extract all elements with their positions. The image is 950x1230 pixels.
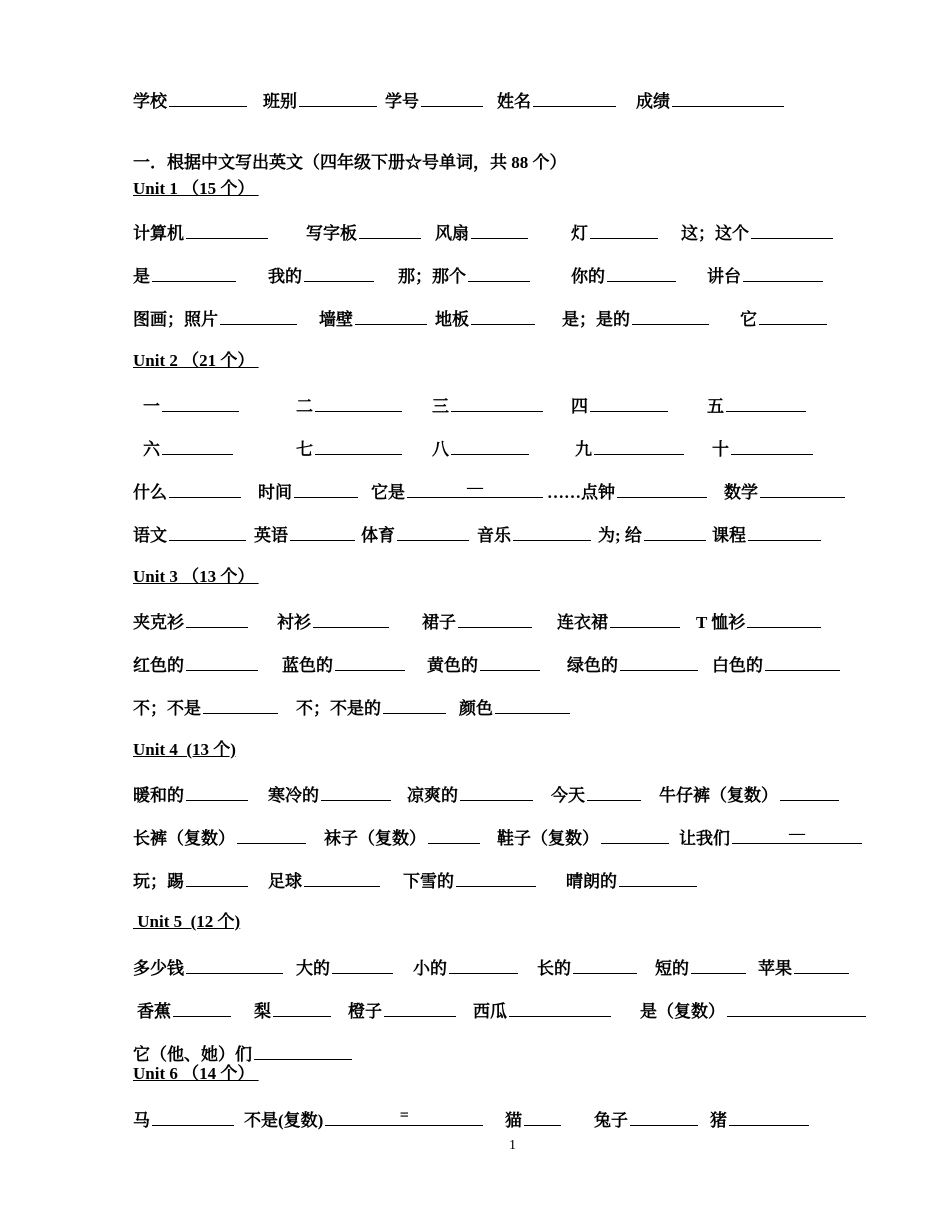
vocab-item bbox=[571, 263, 676, 290]
vocab-item bbox=[740, 306, 827, 333]
word-prompt: 红色的 bbox=[133, 656, 184, 675]
word-prompt: 猪 bbox=[710, 1111, 727, 1130]
vocab-item bbox=[296, 393, 402, 420]
answer-blank[interactable] bbox=[220, 306, 297, 325]
vocab-row bbox=[0, 306, 950, 332]
vocab-item bbox=[282, 652, 405, 679]
word-prompt: 学校 bbox=[133, 92, 167, 111]
answer-blank[interactable] bbox=[607, 263, 676, 282]
answer-blank[interactable] bbox=[186, 782, 248, 801]
word-prompt: 灯 bbox=[571, 224, 588, 243]
vocab-item bbox=[133, 522, 246, 549]
word-prompt: 不；不是 bbox=[133, 699, 201, 718]
vocab-item bbox=[268, 782, 391, 809]
word-prompt: 凉爽的 bbox=[407, 786, 458, 805]
answer-blank[interactable] bbox=[751, 220, 833, 239]
word-prompt: 八 bbox=[432, 440, 449, 459]
answer-blank[interactable] bbox=[573, 955, 637, 974]
vocab-item bbox=[547, 479, 707, 506]
answer-blank[interactable] bbox=[594, 436, 684, 455]
vocab-item bbox=[361, 522, 469, 549]
word-prompt: 牛仔裤（复数） bbox=[659, 786, 778, 805]
blank-separator-mark: = bbox=[399, 1107, 409, 1124]
page-number: 1 bbox=[509, 1138, 516, 1153]
vocab-item bbox=[133, 825, 306, 852]
word-prompt: 学号 bbox=[385, 92, 419, 111]
word-prompt: 为; 给 bbox=[598, 526, 642, 545]
vocab-item bbox=[244, 1107, 483, 1134]
vocab-row bbox=[0, 955, 950, 981]
vocab-item bbox=[659, 782, 839, 809]
answer-blank[interactable] bbox=[273, 998, 331, 1017]
answer-blank[interactable] bbox=[449, 955, 518, 974]
answer-blank[interactable] bbox=[313, 609, 389, 628]
answer-blank[interactable] bbox=[325, 1107, 483, 1126]
word-prompt: 风扇 bbox=[435, 224, 469, 243]
word-prompt: 玩；踢 bbox=[133, 872, 184, 891]
vocab-item bbox=[707, 263, 823, 290]
answer-blank[interactable] bbox=[748, 522, 821, 541]
answer-blank[interactable] bbox=[630, 1107, 698, 1126]
answer-blank[interactable] bbox=[620, 652, 698, 671]
word-prompt: 五 bbox=[707, 397, 724, 416]
vocab-item bbox=[348, 998, 456, 1025]
word-prompt: 长裤（复数） bbox=[133, 829, 235, 848]
header-field bbox=[263, 88, 377, 115]
vocab-item bbox=[571, 393, 668, 420]
word-prompt: 你的 bbox=[571, 267, 605, 286]
word-prompt: 不是(复数) bbox=[244, 1111, 324, 1130]
vocab-item bbox=[432, 393, 543, 420]
word-prompt: 西瓜 bbox=[473, 1002, 507, 1021]
vocab-row bbox=[0, 479, 950, 505]
answer-blank[interactable] bbox=[780, 782, 839, 801]
vocab-item bbox=[133, 220, 268, 247]
vocab-item bbox=[477, 522, 591, 549]
word-prompt: 不；不是的 bbox=[296, 699, 381, 718]
word-prompt: 夹克衫 bbox=[133, 613, 184, 632]
answer-blank[interactable] bbox=[765, 652, 840, 671]
word-prompt: 今天 bbox=[551, 786, 585, 805]
header-field bbox=[497, 88, 616, 115]
vocab-item bbox=[598, 522, 706, 549]
answer-blank[interactable] bbox=[524, 1107, 561, 1126]
word-prompt: 音乐 bbox=[477, 526, 511, 545]
answer-blank[interactable] bbox=[186, 220, 268, 239]
word-prompt: 什么 bbox=[133, 483, 167, 502]
vocab-row bbox=[0, 393, 950, 419]
vocab-item bbox=[571, 220, 658, 247]
word-prompt: 六 bbox=[143, 440, 160, 459]
vocab-item bbox=[403, 868, 536, 895]
vocab-item bbox=[562, 306, 709, 333]
word-prompt: 是（复数） bbox=[640, 1002, 725, 1021]
word-prompt: 它是 bbox=[371, 483, 405, 502]
vocab-item bbox=[133, 695, 278, 722]
word-prompt: 黄色的 bbox=[427, 656, 478, 675]
answer-blank[interactable] bbox=[237, 825, 306, 844]
word-prompt: 我的 bbox=[268, 267, 302, 286]
vocab-item bbox=[712, 652, 840, 679]
vocab-item bbox=[435, 306, 535, 333]
answer-blank[interactable] bbox=[290, 522, 355, 541]
answer-blank[interactable] bbox=[162, 436, 233, 455]
unit-4-heading: Unit 4 (13 个) bbox=[133, 740, 236, 759]
answer-blank[interactable] bbox=[152, 263, 236, 282]
word-prompt: 计算机 bbox=[133, 224, 184, 243]
word-prompt: 多少钱 bbox=[133, 959, 184, 978]
answer-blank[interactable] bbox=[152, 1107, 234, 1126]
vocab-item bbox=[537, 955, 637, 982]
word-prompt: 英语 bbox=[254, 526, 288, 545]
word-prompt: 让我们 bbox=[679, 829, 730, 848]
answer-blank[interactable] bbox=[533, 88, 616, 107]
answer-blank[interactable] bbox=[587, 782, 641, 801]
vocab-item bbox=[133, 955, 283, 982]
vocab-item bbox=[133, 652, 258, 679]
vocab-row bbox=[0, 782, 950, 808]
answer-blank[interactable] bbox=[359, 220, 421, 239]
word-prompt: 衬衫 bbox=[277, 613, 311, 632]
answer-blank[interactable] bbox=[451, 393, 543, 412]
answer-blank[interactable] bbox=[495, 695, 570, 714]
answer-blank[interactable] bbox=[590, 220, 658, 239]
word-prompt: 白色的 bbox=[712, 656, 763, 675]
vocab-item bbox=[505, 1107, 561, 1134]
answer-blank[interactable] bbox=[471, 220, 528, 239]
word-prompt: 墙壁 bbox=[319, 310, 353, 329]
answer-blank[interactable] bbox=[760, 479, 845, 498]
vocab-item bbox=[143, 393, 239, 420]
vocab-item bbox=[324, 825, 480, 852]
answer-blank[interactable] bbox=[332, 955, 393, 974]
vocab-row bbox=[0, 263, 950, 289]
word-prompt: 蓝色的 bbox=[282, 656, 333, 675]
word-prompt: 时间 bbox=[258, 483, 292, 502]
vocab-row bbox=[0, 609, 950, 635]
vocab-item bbox=[566, 868, 697, 895]
vocab-row bbox=[0, 998, 950, 1024]
word-prompt: 小的 bbox=[413, 959, 447, 978]
answer-blank[interactable] bbox=[468, 263, 530, 282]
vocab-item bbox=[407, 782, 533, 809]
vocab-item bbox=[296, 695, 446, 722]
answer-blank[interactable] bbox=[458, 609, 532, 628]
answer-blank[interactable] bbox=[617, 479, 707, 498]
vocab-item bbox=[296, 955, 393, 982]
vocab-item bbox=[133, 479, 241, 506]
word-prompt: 马 bbox=[133, 1111, 150, 1130]
answer-blank[interactable] bbox=[294, 479, 358, 498]
unit-2-heading: Unit 2 （21 个） bbox=[133, 351, 259, 370]
word-prompt: 连衣裙 bbox=[557, 613, 608, 632]
vocab-item bbox=[459, 695, 570, 722]
vocab-item bbox=[567, 652, 698, 679]
blank-separator-mark: — bbox=[789, 825, 805, 842]
answer-blank[interactable] bbox=[169, 522, 246, 541]
vocab-row bbox=[0, 868, 950, 894]
answer-blank[interactable] bbox=[672, 88, 784, 107]
answer-blank[interactable] bbox=[186, 652, 258, 671]
answer-blank[interactable] bbox=[509, 998, 611, 1017]
word-prompt: 暖和的 bbox=[133, 786, 184, 805]
vocab-item bbox=[594, 1107, 698, 1134]
answer-blank[interactable] bbox=[186, 609, 248, 628]
vocab-row bbox=[0, 695, 950, 721]
answer-blank[interactable] bbox=[203, 695, 278, 714]
vocab-item bbox=[254, 522, 355, 549]
header-field bbox=[133, 88, 247, 115]
answer-blank[interactable] bbox=[743, 263, 823, 282]
answer-blank[interactable] bbox=[729, 1107, 809, 1126]
blank-separator-mark: — bbox=[467, 479, 483, 496]
word-prompt: 课程 bbox=[712, 526, 746, 545]
vocab-item bbox=[398, 263, 530, 290]
answer-blank[interactable] bbox=[304, 868, 380, 887]
word-prompt: 九 bbox=[575, 440, 592, 459]
word-prompt: 香蕉 bbox=[137, 1002, 171, 1021]
word-prompt: 三 bbox=[432, 397, 449, 416]
vocab-item bbox=[497, 825, 669, 852]
answer-blank[interactable] bbox=[186, 955, 283, 974]
vocab-item bbox=[473, 998, 611, 1025]
vocab-item bbox=[427, 652, 540, 679]
vocab-item bbox=[435, 220, 528, 247]
vocab-item bbox=[655, 955, 746, 982]
vocab-row bbox=[0, 220, 950, 246]
header-field bbox=[636, 88, 784, 115]
answer-blank[interactable] bbox=[169, 479, 241, 498]
answer-blank[interactable] bbox=[254, 1041, 352, 1060]
word-prompt: 长的 bbox=[537, 959, 571, 978]
answer-blank[interactable] bbox=[383, 695, 446, 714]
vocab-item bbox=[296, 436, 402, 463]
answer-blank[interactable] bbox=[732, 825, 862, 844]
answer-blank[interactable] bbox=[794, 955, 849, 974]
vocab-item bbox=[712, 436, 813, 463]
vocab-item bbox=[432, 436, 529, 463]
word-prompt: 数学 bbox=[724, 483, 758, 502]
word-prompt: 那；那个 bbox=[398, 267, 466, 286]
vocab-item bbox=[137, 998, 231, 1025]
unit-1-heading: Unit 1 （15 个） bbox=[133, 179, 259, 198]
answer-blank[interactable] bbox=[513, 522, 591, 541]
unit-6-heading: Unit 6 （14 个） bbox=[133, 1064, 259, 1083]
unit-3-heading: Unit 3 （13 个） bbox=[133, 567, 259, 586]
word-prompt: 袜子（复数） bbox=[324, 829, 426, 848]
vocab-item bbox=[712, 522, 821, 549]
vocab-row bbox=[0, 436, 950, 462]
word-prompt: 图画；照片 bbox=[133, 310, 218, 329]
vocab-item bbox=[413, 955, 518, 982]
vocab-item bbox=[319, 306, 427, 333]
word-prompt: 猫 bbox=[505, 1111, 522, 1130]
answer-blank[interactable] bbox=[407, 479, 543, 498]
word-prompt: 语文 bbox=[133, 526, 167, 545]
word-prompt: 绿色的 bbox=[567, 656, 618, 675]
word-prompt: 短的 bbox=[655, 959, 689, 978]
answer-blank[interactable] bbox=[601, 825, 669, 844]
answer-blank[interactable] bbox=[731, 436, 813, 455]
answer-blank[interactable] bbox=[632, 306, 709, 325]
vocab-item bbox=[371, 479, 543, 506]
vocab-row bbox=[0, 1107, 950, 1133]
word-prompt: T 恤衫 bbox=[696, 613, 746, 632]
vocab-item bbox=[133, 306, 297, 333]
vocab-item bbox=[557, 609, 680, 636]
answer-blank[interactable] bbox=[421, 88, 483, 107]
vocab-item bbox=[254, 998, 331, 1025]
answer-blank[interactable] bbox=[590, 393, 668, 412]
word-prompt: 大的 bbox=[296, 959, 330, 978]
answer-blank[interactable] bbox=[355, 306, 427, 325]
answer-blank[interactable] bbox=[315, 436, 402, 455]
answer-blank[interactable] bbox=[186, 868, 248, 887]
answer-blank[interactable] bbox=[644, 522, 706, 541]
vocab-item bbox=[679, 825, 862, 852]
answer-blank[interactable] bbox=[315, 393, 402, 412]
header-field bbox=[385, 88, 483, 115]
answer-blank[interactable] bbox=[471, 306, 535, 325]
word-prompt: 寒冷的 bbox=[268, 786, 319, 805]
word-prompt: 它（他、她）们 bbox=[133, 1045, 252, 1064]
word-prompt: 班别 bbox=[263, 92, 297, 111]
answer-blank[interactable] bbox=[460, 782, 533, 801]
answer-blank[interactable] bbox=[610, 609, 680, 628]
vocab-item bbox=[575, 436, 684, 463]
vocab-item bbox=[640, 998, 866, 1025]
vocab-item bbox=[133, 782, 248, 809]
word-prompt: 二 bbox=[296, 397, 313, 416]
answer-blank[interactable] bbox=[727, 998, 866, 1017]
answer-blank[interactable] bbox=[747, 609, 821, 628]
vocab-item bbox=[696, 609, 821, 636]
word-prompt: 讲台 bbox=[707, 267, 741, 286]
answer-blank[interactable] bbox=[480, 652, 540, 671]
answer-blank[interactable] bbox=[384, 998, 456, 1017]
vocab-item bbox=[710, 1107, 809, 1134]
vocab-item bbox=[268, 263, 374, 290]
answer-blank[interactable] bbox=[726, 393, 806, 412]
vocab-row bbox=[0, 522, 950, 548]
section-title: 一．根据中文写出英文（四年级下册☆号单词，共 88 个） bbox=[133, 153, 567, 172]
vocab-item bbox=[422, 609, 532, 636]
answer-blank[interactable] bbox=[173, 998, 231, 1017]
vocab-item bbox=[258, 479, 358, 506]
word-prompt: 姓名 bbox=[497, 92, 531, 111]
word-prompt: 橙子 bbox=[348, 1002, 382, 1021]
vocab-item bbox=[758, 955, 849, 982]
vocab-item bbox=[133, 609, 248, 636]
vocab-item bbox=[133, 1107, 234, 1134]
vocab-item bbox=[724, 479, 845, 506]
word-prompt: 七 bbox=[296, 440, 313, 459]
word-prompt: 足球 bbox=[268, 872, 302, 891]
answer-blank[interactable] bbox=[759, 306, 827, 325]
word-prompt: 十 bbox=[712, 440, 729, 459]
word-prompt: 是；是的 bbox=[562, 310, 630, 329]
word-prompt: 兔子 bbox=[594, 1111, 628, 1130]
word-prompt: 裙子 bbox=[422, 613, 456, 632]
word-prompt: 鞋子（复数） bbox=[497, 829, 599, 848]
answer-blank[interactable] bbox=[456, 868, 536, 887]
word-prompt: 晴朗的 bbox=[566, 872, 617, 891]
word-prompt: 地板 bbox=[435, 310, 469, 329]
vocab-item bbox=[707, 393, 806, 420]
answer-blank[interactable] bbox=[299, 88, 377, 107]
answer-blank[interactable] bbox=[335, 652, 405, 671]
word-prompt: 梨 bbox=[254, 1002, 271, 1021]
vocab-item bbox=[306, 220, 421, 247]
answer-blank[interactable] bbox=[321, 782, 391, 801]
word-prompt: 写字板 bbox=[306, 224, 357, 243]
vocab-item bbox=[681, 220, 833, 247]
answer-blank[interactable] bbox=[691, 955, 746, 974]
answer-blank[interactable] bbox=[304, 263, 374, 282]
answer-blank[interactable] bbox=[619, 868, 697, 887]
word-prompt: 这；这个 bbox=[681, 224, 749, 243]
word-prompt: 一 bbox=[143, 397, 160, 416]
vocab-item bbox=[143, 436, 233, 463]
unit-5-heading: Unit 5 (12 个) bbox=[133, 912, 241, 931]
answer-blank[interactable] bbox=[451, 436, 529, 455]
vocab-item bbox=[133, 868, 248, 895]
word-prompt: 颜色 bbox=[459, 699, 493, 718]
word-prompt: 下雪的 bbox=[403, 872, 454, 891]
word-prompt: 它 bbox=[740, 310, 757, 329]
vocab-row bbox=[0, 825, 950, 851]
vocab-item bbox=[551, 782, 641, 809]
vocab-item bbox=[268, 868, 380, 895]
word-prompt: ……点钟 bbox=[547, 483, 615, 502]
word-prompt: 是 bbox=[133, 267, 150, 286]
vocab-item bbox=[277, 609, 389, 636]
word-prompt: 四 bbox=[571, 397, 588, 416]
vocab-item bbox=[133, 263, 236, 290]
answer-blank[interactable] bbox=[169, 88, 247, 107]
word-prompt: 成绩 bbox=[636, 92, 670, 111]
word-prompt: 苹果 bbox=[758, 959, 792, 978]
word-prompt: 体育 bbox=[361, 526, 395, 545]
answer-blank[interactable] bbox=[428, 825, 480, 844]
answer-blank[interactable] bbox=[162, 393, 239, 412]
vocab-row bbox=[0, 652, 950, 678]
answer-blank[interactable] bbox=[397, 522, 469, 541]
